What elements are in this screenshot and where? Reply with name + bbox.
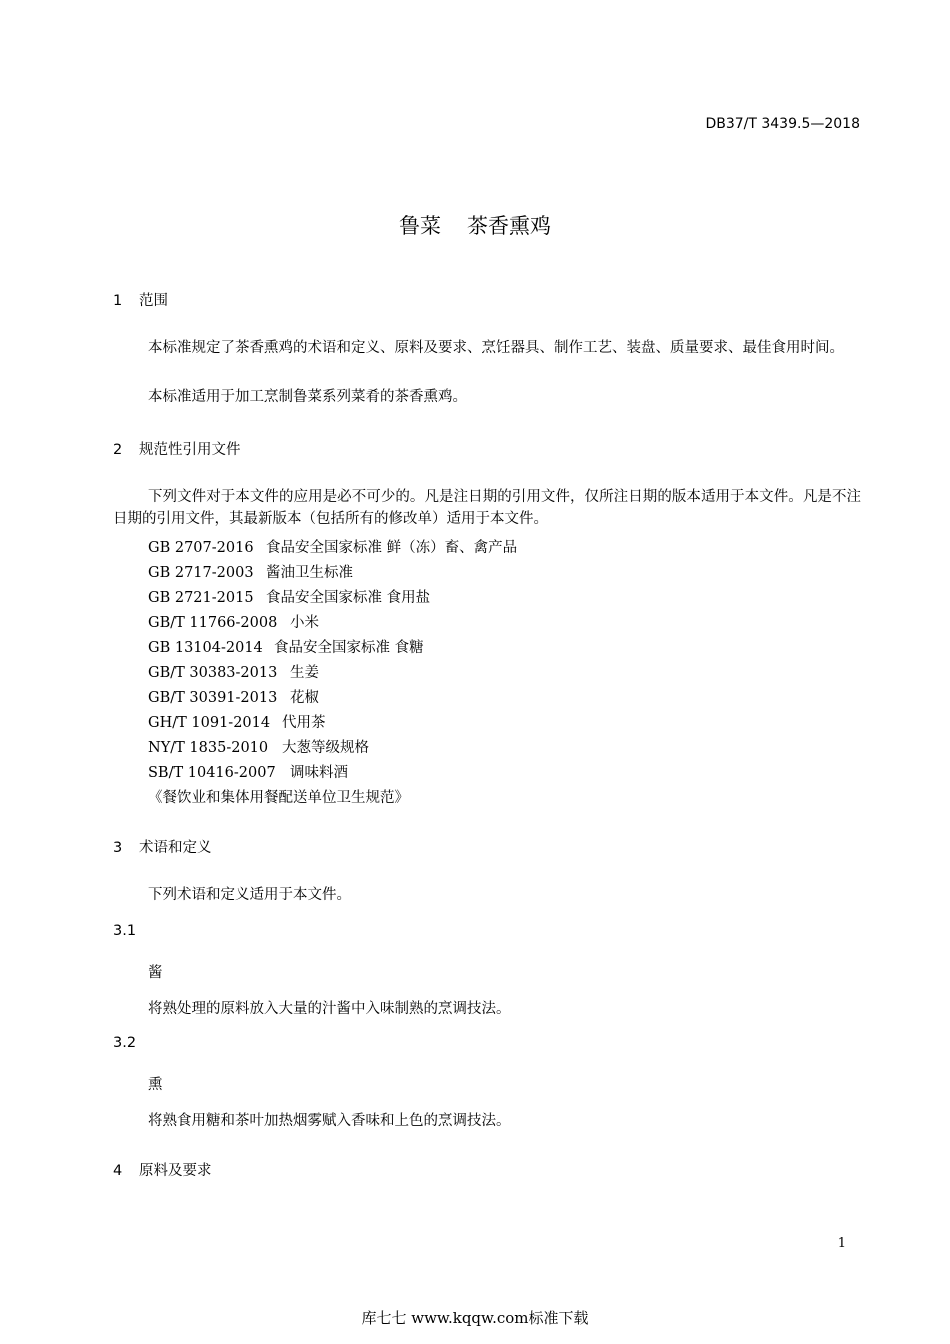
section-number: 1 [113, 293, 123, 309]
page-title [0, 210, 950, 240]
reference-item [148, 536, 517, 557]
reference-code: GB 2721-2015 [148, 590, 254, 606]
reference-name: 食品安全国家标准 鲜（冻）畜、禽产品 [266, 540, 518, 556]
reference-name: 食品安全国家标准 食糖 [274, 640, 424, 656]
reference-name: 小米 [290, 615, 319, 631]
section-title: 规范性引用文件 [139, 442, 241, 458]
section-1-paragraph-2: 本标准适用于加工烹制鲁菜系列菜肴的茶香熏鸡。 [148, 389, 467, 405]
reference-name: 花椒 [290, 690, 319, 706]
term-definition: 将熟食用糖和茶叶加热烟雾赋入香味和上色的烹调技法。 [148, 1113, 511, 1129]
reference-item [148, 586, 430, 607]
reference-name: 调味料酒 [290, 765, 348, 781]
reference-code: NY/T 1835-2010 [148, 740, 269, 756]
reference-name: 生姜 [290, 665, 319, 681]
footer-watermark: 库七七 www.kqqw.com标准下载 [361, 1309, 589, 1327]
reference-item [148, 636, 424, 657]
reference-code: GB 2707-2016 [148, 540, 254, 556]
section-number: 2 [113, 442, 123, 458]
reference-code: SB/T 10416-2007 [148, 765, 276, 781]
reference-name: 大葱等级规格 [282, 740, 369, 756]
page-number: 1 [837, 1236, 846, 1251]
reference-item: 《餐饮业和集体用餐配送单位卫生规范》 [148, 790, 409, 806]
term-number: 3.1 [113, 923, 137, 939]
section-title: 术语和定义 [139, 840, 212, 856]
section-1-paragraph-1: 本标准规定了茶香熏鸡的术语和定义、原料及要求、烹饪器具、制作工艺、装盘、质量要求、最佳食用时间。 [148, 340, 844, 356]
section-3-heading [113, 836, 212, 857]
reference-code: GB/T 30383-2013 [148, 665, 278, 681]
title-part-2: 茶香熏鸡 [467, 214, 551, 238]
standard-code: DB37/T 3439.5—2018 [705, 116, 860, 132]
term-name: 酱 [148, 965, 163, 981]
reference-name: 食品安全国家标准 食用盐 [266, 590, 431, 606]
reference-item [148, 561, 353, 582]
reference-item [148, 661, 319, 682]
term-number: 3.2 [113, 1035, 137, 1051]
reference-item [148, 686, 319, 707]
section-title: 原料及要求 [139, 1163, 212, 1179]
section-2-heading [113, 438, 241, 459]
section-number: 4 [113, 1163, 123, 1179]
title-part-1: 鲁菜 [399, 214, 441, 238]
section-2-paragraph-1: 下列文件对于本文件的应用是必不可少的。凡是注日期的引用文件，仅所注日期的版本适用于本文件。凡是不注日期的引用文件，其最新版本（包括所有的修改单）适用于本文件。 [113, 489, 861, 527]
section-title: 范围 [139, 293, 168, 309]
reference-code: GH/T 1091-2014 [148, 715, 271, 731]
reference-name: 酱油卫生标准 [266, 565, 353, 581]
term-name: 熏 [148, 1077, 163, 1093]
reference-item [148, 761, 348, 782]
reference-code: GB/T 30391-2013 [148, 690, 278, 706]
term-definition: 将熟处理的原料放入大量的汁酱中入味制熟的烹调技法。 [148, 1001, 511, 1017]
section-1-heading [113, 289, 168, 310]
reference-item [148, 611, 319, 632]
reference-item [148, 736, 369, 757]
section-4-heading [113, 1159, 212, 1180]
reference-code: GB 2717-2003 [148, 565, 254, 581]
reference-code: GB/T 11766-2008 [148, 615, 278, 631]
section-3-paragraph-1: 下列术语和定义适用于本文件。 [148, 887, 351, 903]
reference-name: 代用茶 [282, 715, 326, 731]
reference-item [148, 711, 326, 732]
section-number: 3 [113, 840, 123, 856]
reference-code: GB 13104-2014 [148, 640, 263, 656]
